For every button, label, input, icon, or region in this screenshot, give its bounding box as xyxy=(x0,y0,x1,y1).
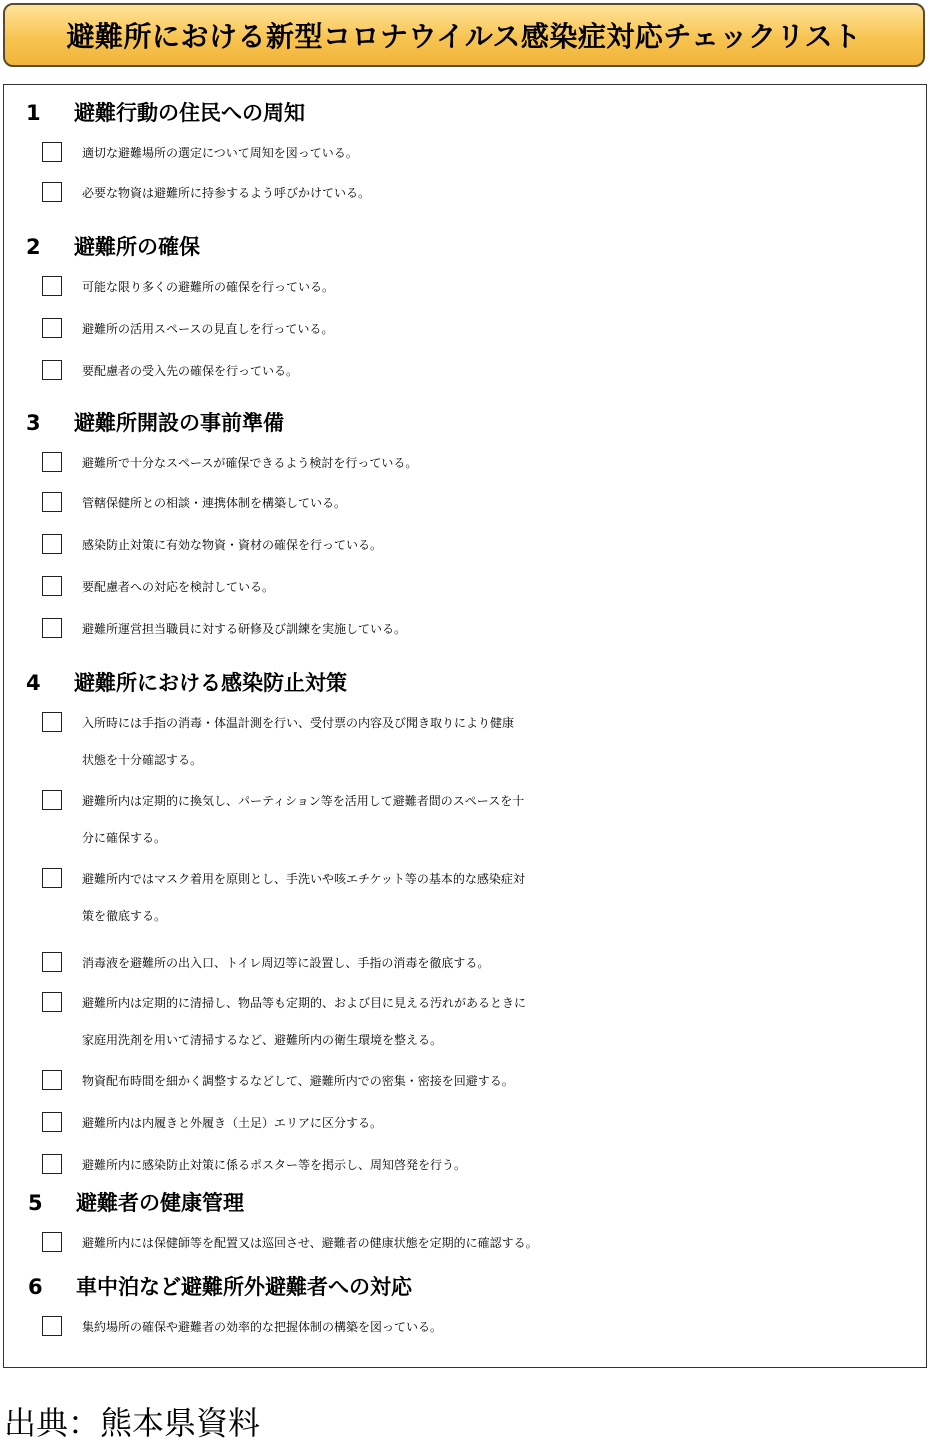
section-heading xyxy=(26,231,200,261)
page-title: 避難所における新型コロナウイルス感染症対応チェックリスト xyxy=(66,20,862,53)
checklist-item-text xyxy=(82,569,930,606)
section-heading xyxy=(26,667,347,697)
checklist-item-text xyxy=(82,1105,930,1142)
section-title: 避難所の確保 xyxy=(74,235,200,259)
checklist-item-line: 避難所内ではマスク着用を原則とし、手洗いや咳エチケット等の基本的な感染症対 xyxy=(82,872,525,886)
checkbox[interactable] xyxy=(42,868,62,888)
checkbox[interactable] xyxy=(42,492,62,512)
checklist-item-line: 状態を十分確認する。 xyxy=(82,753,203,767)
checklist-item-text xyxy=(82,269,930,306)
checklist-item-line: 避難所内には保健師等を配置又は巡回させ、避難者の健康状態を定期的に確認する。 xyxy=(82,1236,538,1250)
checkbox[interactable] xyxy=(42,790,62,810)
checklist-item-text xyxy=(82,945,930,982)
section-title: 避難所における感染防止対策 xyxy=(74,671,347,695)
section-title: 車中泊など避難所外避難者への対応 xyxy=(76,1275,412,1299)
checkbox[interactable] xyxy=(42,712,62,732)
checklist-item-text xyxy=(82,445,930,482)
checkbox[interactable] xyxy=(42,1154,62,1174)
section-number: 3 xyxy=(26,411,41,435)
checklist-box xyxy=(3,84,927,1368)
checkbox[interactable] xyxy=(42,1232,62,1252)
checkbox[interactable] xyxy=(42,952,62,972)
checkbox[interactable] xyxy=(42,618,62,638)
checklist-item-text xyxy=(82,175,930,212)
checkbox[interactable] xyxy=(42,360,62,380)
checklist-item-line: 要配慮者への対応を検討している。 xyxy=(82,580,275,594)
checklist-item-line: 物資配布時間を細かく調整するなどして、避難所内での密集・密接を回避する。 xyxy=(82,1074,514,1088)
checklist-item-line: 入所時には手指の消毒・体温計測を行い、受付票の内容及び聞き取りにより健康 xyxy=(82,716,515,730)
checkbox[interactable] xyxy=(42,182,62,202)
checklist-item-text xyxy=(82,1063,930,1100)
checklist-item-text xyxy=(82,985,930,1059)
section-number: 1 xyxy=(26,101,41,125)
checkbox[interactable] xyxy=(42,576,62,596)
section-heading xyxy=(28,1271,412,1301)
checkbox[interactable] xyxy=(42,534,62,554)
checklist-item-text xyxy=(82,135,930,172)
checkbox[interactable] xyxy=(42,992,62,1012)
checklist-item-line: 避難所内は内履きと外履き（土足）エリアに区分する。 xyxy=(82,1116,383,1130)
checklist-item-line: 可能な限り多くの避難所の確保を行っている。 xyxy=(82,280,335,294)
section-heading xyxy=(26,97,305,127)
checklist-item-line: 集約場所の確保や避難者の効率的な把握体制の構築を図っている。 xyxy=(82,1320,443,1334)
checklist-item-line: 避難所運営担当職員に対する研修及び訓練を実施している。 xyxy=(82,622,407,636)
title-banner xyxy=(3,3,925,67)
checklist-item-line: 避難所で十分なスペースが確保できるよう検討を行っている。 xyxy=(82,456,418,470)
source-note: 出典：熊本県資料 xyxy=(4,1404,261,1442)
section-title: 避難行動の住民への周知 xyxy=(74,101,305,125)
checklist-item-text xyxy=(82,1309,930,1346)
checklist-item-line: 家庭用洗剤を用いて清掃するなど、避難所内の衛生環境を整える。 xyxy=(82,1033,443,1047)
checkbox[interactable] xyxy=(42,276,62,296)
checklist-item-text xyxy=(82,1147,930,1184)
checkbox[interactable] xyxy=(42,1316,62,1336)
checkbox[interactable] xyxy=(42,1112,62,1132)
checklist-item-text xyxy=(82,353,930,390)
checklist-item-line: 避難所内に感染防止対策に係るポスター等を掲示し、周知啓発を行う。 xyxy=(82,1158,467,1172)
checklist-item-text xyxy=(82,861,930,935)
checklist-item-text xyxy=(82,705,930,779)
checklist-item-text xyxy=(82,611,930,648)
section-title: 避難所開設の事前準備 xyxy=(74,411,284,435)
checklist-item-line: 避難所内は定期的に清掃し、物品等も定期的、および目に見える汚れがあるときに xyxy=(82,996,527,1010)
section-heading xyxy=(28,1187,244,1217)
checklist-item-line: 分に確保する。 xyxy=(82,831,167,845)
checklist-item-line: 要配慮者の受入先の確保を行っている。 xyxy=(82,364,299,378)
checklist-item-line: 避難所内は定期的に換気し、パーティション等を活用して避難者間のスペースを十 xyxy=(82,794,525,808)
checklist-item-line: 適切な避難場所の選定について周知を図っている。 xyxy=(82,146,358,160)
checklist-item-line: 感染防止対策に有効な物資・資材の確保を行っている。 xyxy=(82,538,383,552)
checklist-item-text xyxy=(82,311,930,348)
checklist-item-text xyxy=(82,1225,930,1262)
section-number: 4 xyxy=(26,671,41,695)
checklist-item-text xyxy=(82,527,930,564)
checklist-item-text xyxy=(82,485,930,522)
section-title: 避難者の健康管理 xyxy=(76,1191,244,1215)
checkbox[interactable] xyxy=(42,452,62,472)
checklist-item-line: 策を徹底する。 xyxy=(82,909,167,923)
checklist-item-line: 管轄保健所との相談・連携体制を構築している。 xyxy=(82,496,347,510)
checklist-item-line: 必要な物資は避難所に持参するよう呼びかけている。 xyxy=(82,186,371,200)
checklist-item-line: 消毒液を避難所の出入口、トイレ周辺等に設置し、手指の消毒を徹底する。 xyxy=(82,956,490,970)
section-number: 2 xyxy=(26,235,41,259)
checklist-item-text xyxy=(82,783,930,857)
checkbox[interactable] xyxy=(42,142,62,162)
section-number: 5 xyxy=(28,1191,43,1215)
checklist-item-line: 避難所の活用スペースの見直しを行っている。 xyxy=(82,322,334,336)
checkbox[interactable] xyxy=(42,318,62,338)
checkbox[interactable] xyxy=(42,1070,62,1090)
section-heading xyxy=(26,407,284,437)
section-number: 6 xyxy=(28,1275,43,1299)
